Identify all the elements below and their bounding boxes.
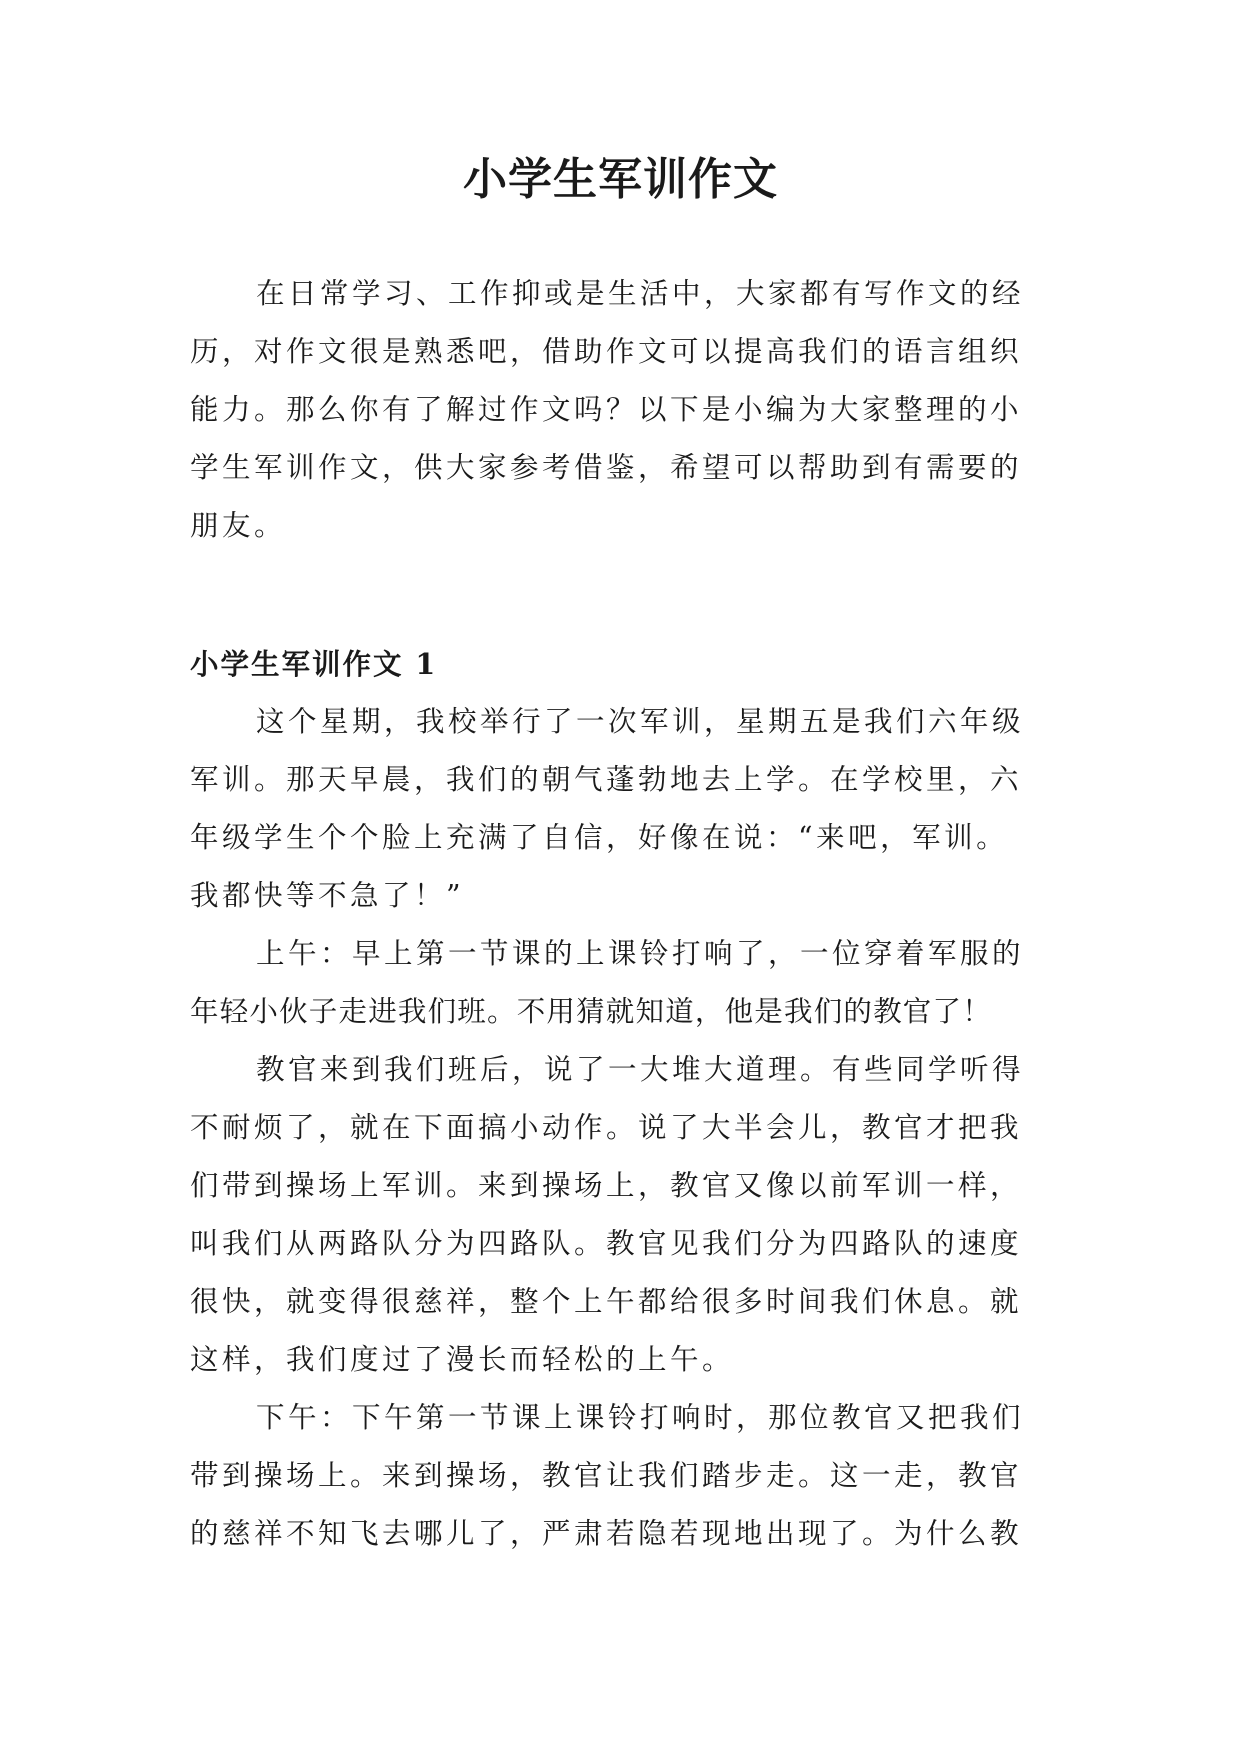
text-line: 在日常学习、工作抑或是生活中，大家都有写作文的经: [256, 277, 1025, 310]
text-line: 年级学生个个脸上充满了自信，好像在说：“来吧，军训。: [190, 821, 1009, 854]
document-title: 小学生军训作文: [463, 154, 778, 205]
text-line: 军训。那天早晨，我们的朝气蓬勃地去上学。在学校里，六: [190, 763, 1023, 796]
text-line: 上午：早上第一节课的上课铃打响了，一位穿着军服的: [256, 937, 1025, 970]
text-line: 历，对作文很是熟悉吧，借助作文可以提高我们的语言组织: [190, 335, 1023, 368]
text-line: 这个星期，我校举行了一次军训，星期五是我们六年级: [256, 705, 1025, 738]
text-line: 下午：下午第一节课上课铃打响时，那位教官又把我们: [256, 1401, 1025, 1434]
text-line: 我都快等不急了！”: [190, 879, 465, 912]
text-line: 朋友。: [190, 509, 287, 542]
text-line: 的慈祥不知飞去哪儿了，严肃若隐若现地出现了。为什么教: [190, 1517, 1023, 1550]
intro-paragraph: [190, 265, 1050, 555]
text-line: 能力。那么你有了解过作文吗？以下是小编为大家整理的小: [190, 393, 1023, 426]
text-line: 很快，就变得很慈祥，整个上午都给很多时间我们休息。就: [190, 1285, 1023, 1318]
paragraph-1: [190, 693, 1050, 925]
text-line: 们带到操场上军训。来到操场上，教官又像以前军训一样，: [190, 1169, 1023, 1202]
text-line: 这样，我们度过了漫长而轻松的上午。: [190, 1343, 735, 1376]
text-line: 带到操场上。来到操场，教官让我们踏步走。这一走，教官: [190, 1459, 1023, 1492]
text-line: 教官来到我们班后，说了一大堆大道理。有些同学听得: [256, 1053, 1025, 1086]
paragraph-3: [190, 1041, 1050, 1389]
text-line: 叫我们从两路队分为四路队。教官见我们分为四路队的速度: [190, 1227, 1023, 1260]
paragraph-2: [190, 925, 1050, 1041]
text-line: 不耐烦了，就在下面搞小动作。说了大半会儿，教官才把我: [190, 1111, 1023, 1144]
text-line: 年轻小伙子走进我们班。不用猜就知道，他是我们的教官了！: [190, 995, 992, 1028]
text-line: 学生军训作文，供大家参考借鉴，希望可以帮助到有需要的: [190, 451, 1023, 484]
paragraph-4: [190, 1389, 1050, 1563]
section-heading: 小学生军训作文 1: [190, 647, 438, 681]
